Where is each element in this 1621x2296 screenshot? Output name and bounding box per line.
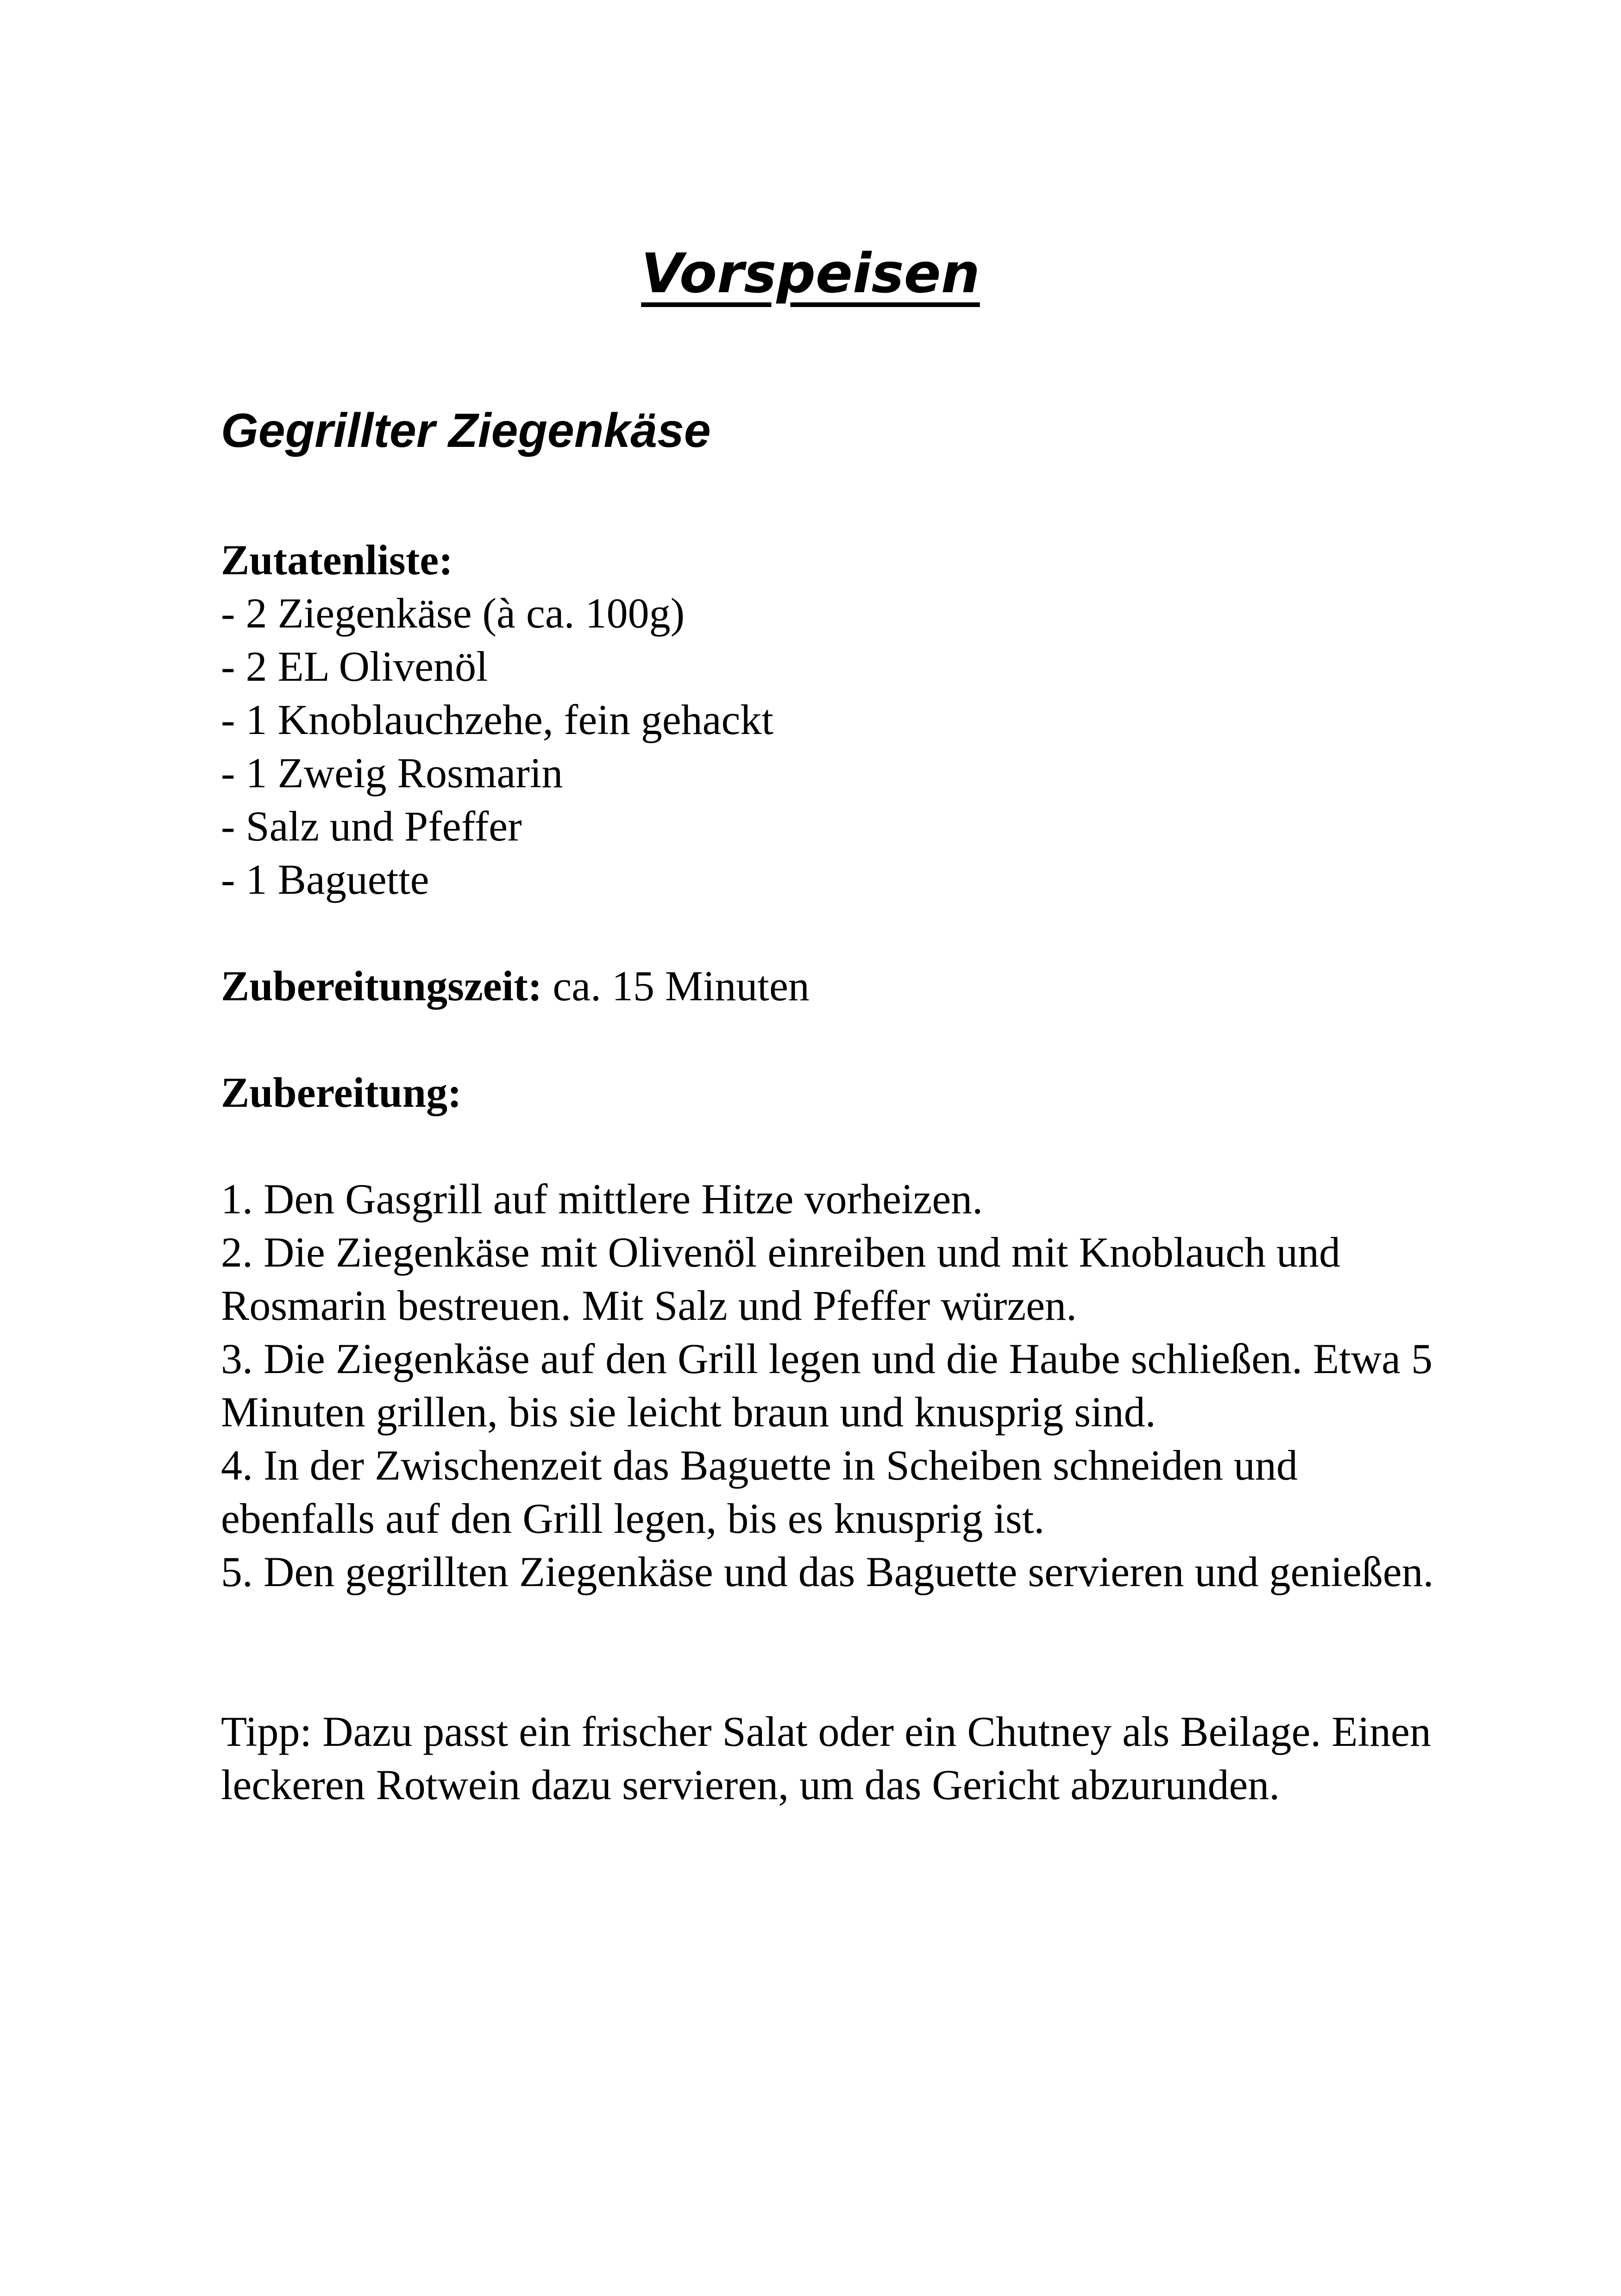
prep-time-label: Zubereitungszeit: [221, 962, 542, 1010]
preparation-heading: Zubereitung: [221, 1069, 462, 1116]
ingredient-item: - 2 EL Olivenöl [221, 643, 488, 690]
recipe-title: Gegrillter Ziegenkäse [221, 404, 711, 458]
ingredient-item: - 2 Ziegenkäse (à ca. 100g) [221, 590, 685, 637]
prep-time-value: ca. 15 Minuten [542, 962, 810, 1010]
ingredients-list [221, 587, 1448, 906]
preparation-step: 2. Die Ziegenkäse mit Olivenöl einreiben und mit Knoblauch und Rosmarin bestreuen. Mit Salz und Pfeffer würzen. [221, 1229, 1340, 1329]
ingredients-section [221, 533, 1448, 906]
prep-time [221, 960, 1448, 1013]
ingredient-item: - 1 Knoblauchzehe, fein gehackt [221, 696, 773, 743]
ingredients-heading: Zutatenliste: [221, 536, 453, 583]
preparation-heading-block [221, 1066, 1448, 1119]
ingredient-item: - Salz und Pfeffer [221, 803, 522, 850]
section-title: Vorspeisen [641, 241, 980, 305]
preparation-step: 3. Die Ziegenkäse auf den Grill legen und die Haube schließen. Etwa 5 Minuten grillen, bis sie leicht braun und knusprig sind. [221, 1335, 1433, 1436]
preparation-step: 1. Den Gasgrill auf mittlere Hitze vorheizen. [221, 1175, 983, 1223]
preparation-step: 5. Den gegrillten Ziegenkäse und das Baguette servieren und genießen. [221, 1548, 1434, 1595]
ingredient-item: - 1 Baguette [221, 856, 429, 903]
tip-text: Tipp: Dazu passt ein frischer Salat oder ein Chutney als Beilage. Einen leckeren Rotwein dazu servieren, um das Gericht abzurunden. [221, 1708, 1431, 1808]
preparation-steps [221, 1173, 1448, 1599]
ingredient-item: - 1 Zweig Rosmarin [221, 749, 563, 797]
preparation-step: 4. In der Zwischenzeit das Baguette in Scheiben schneiden und ebenfalls auf den Grill legen, bis es knusprig ist. [221, 1442, 1298, 1542]
